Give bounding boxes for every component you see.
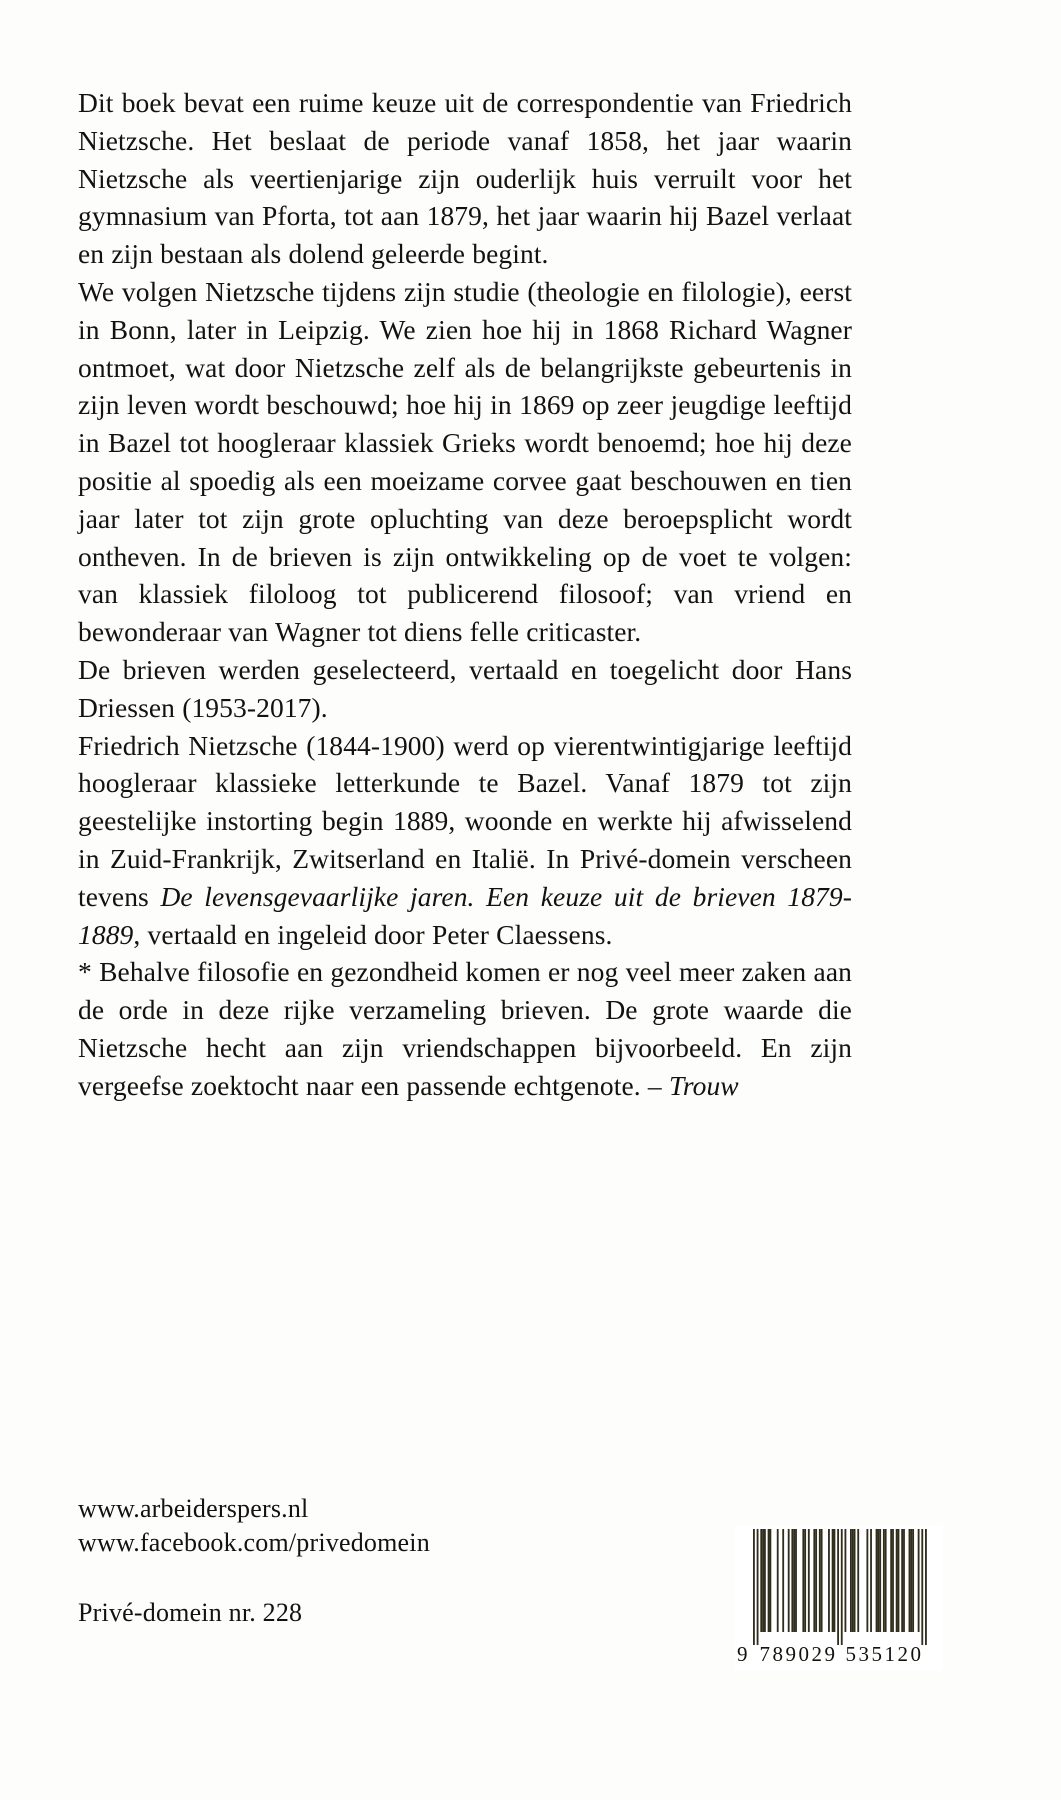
svg-text:789029: 789029 [759, 1642, 838, 1666]
review-quote [78, 953, 852, 1104]
author-note-italic-title: De levensgevaarlijke jaren. Een keuze uit de brieven 1879-1889 [78, 880, 853, 950]
review-quote-source: Trouw [668, 1069, 739, 1101]
blurb-paragraph-3: De brieven werden geselecteerd, vertaald en toegelicht door Hans Driessen (1953-2017). [78, 653, 852, 723]
svg-text:535120: 535120 [845, 1642, 924, 1666]
isbn-barcode [735, 1525, 943, 1671]
barcode-svg [735, 1525, 943, 1671]
svg-text:9: 9 [737, 1642, 750, 1666]
website-url[interactable]: www.arbeiderspers.nl [78, 1494, 309, 1523]
series-number: Privé-domein nr. 228 [78, 1598, 303, 1627]
review-quote-text: * Behalve filosofie en gezondheid komen er nog veel meer zaken aan de orde in deze rijke verzameling brieven. De grote waarde die Nietzsche hecht aan zijn vriendschappen bijvoorbeeld. En zijn vergeefse zoektocht naar een passende echtgenote. – [78, 956, 852, 1101]
footer [78, 1492, 598, 1630]
blurb-paragraph-2: We volgen Nietzsche tijdens zijn studie (theologie en filologie), eerst in Bonn, later in Leipzig. We zien hoe hij in 1868 Richard Wagner ontmoet, wat door Nietzsche zelf als de belangrijkste gebeurtenis in zijn leven wordt beschouwd; hoe hij in 1869 op zeer jeugdige leeftijd in Bazel tot hoogleraar klassiek Grieks wordt benoemd; hoe hij deze positie al spoedig als een moeizame corvee gaat beschouwen en tien jaar later tot zijn grote opluchting van deze beroepsplicht wordt ontheven. In de brieven is zijn ontwikkeling op de voet te volgen: van klassiek filoloog tot publicerend filosoof; van vriend en bewonderaar van Wagner tot diens felle criticaster. [78, 275, 852, 648]
author-note-part-2: , vertaald en ingeleid door Peter Claessens. [133, 918, 613, 950]
blurb-paragraph-1: Dit boek bevat een ruime keuze uit de correspondentie van Friedrich Nietzsche. Het beslaat de periode vanaf 1858, het jaar waarin Nietzsche als veertienjarige zijn ouderlijk huis verruilt voor het gymnasium van Pforta, tot aan 1879, het jaar waarin hij Bazel verlaat en zijn bestaan als dolend geleerde begint. [78, 87, 852, 270]
blurb-content [78, 84, 852, 1105]
author-note [78, 727, 852, 954]
author-note-part-1: Friedrich Nietzsche (1844-1900) werd op vierentwintigjarige leeftijd hoogleraar klassieke letterkunde te Bazel. Vanaf 1879 tot zijn geestelijke instorting begin 1889, woonde en werkte hij afwisselend in Zuid-Frankrijk, Zwitserland en Italië. In Privé-domein verscheen tevens [78, 729, 852, 912]
facebook-url[interactable]: www.facebook.com/privedomein [78, 1528, 430, 1557]
